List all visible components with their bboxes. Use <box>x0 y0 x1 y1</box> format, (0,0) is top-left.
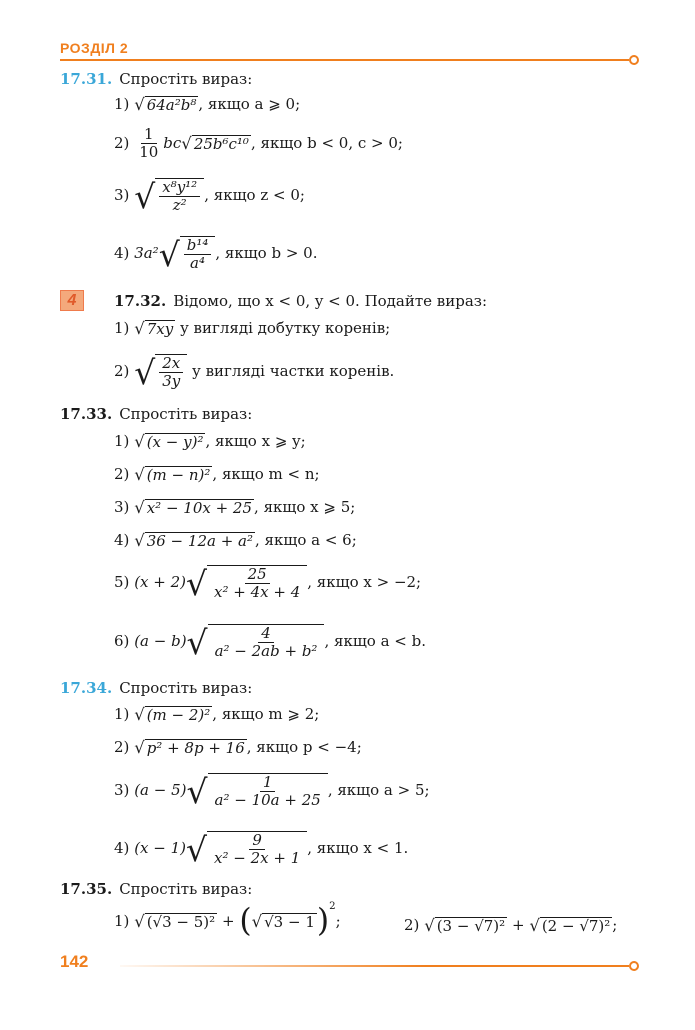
page-number: 142 <box>60 952 89 971</box>
item-number: 2) <box>114 738 130 756</box>
problem-17-34-item-3 <box>114 772 430 811</box>
condition: , якщо z < 0; <box>204 186 305 204</box>
radicand: (√3 − 5)² <box>146 913 216 932</box>
condition: , якщо x ⩾ 5; <box>254 498 356 516</box>
problem-17-31-heading <box>60 72 252 87</box>
problem-number: 17.32. <box>114 292 167 310</box>
right-paren: ) <box>316 903 330 939</box>
problem-number: 17.34. <box>60 679 113 697</box>
problem-17-35-item-2 <box>404 917 617 934</box>
condition: у вигляді добутку коренів; <box>175 319 391 337</box>
radical: √ $\frac{9}{\text{x² − 2x + 1}}$ <box>186 831 307 866</box>
radical: √ x² − 10x + 25 <box>134 497 253 517</box>
denominator: 3y <box>162 372 181 390</box>
numerator: 4 <box>258 626 274 643</box>
radical: √ (m − n)² <box>134 464 211 484</box>
numerator: 25 <box>245 567 270 584</box>
problem-17-34-item-1 <box>114 706 319 723</box>
radical: √ 7xy <box>134 318 174 338</box>
problem-17-33-item-5 <box>114 564 422 603</box>
item-number: 1) <box>114 432 130 450</box>
item-number: 2) <box>404 916 420 934</box>
radical: √ (x − y)² <box>134 431 204 451</box>
condition: , якщо x ⩾ y; <box>205 432 306 450</box>
problem-17-31-item-2 <box>114 127 403 160</box>
problem-17-34-item-2 <box>114 739 362 756</box>
item-number: 2) <box>114 465 130 483</box>
condition: , якщо b < 0, c > 0; <box>250 134 403 152</box>
problem-number: 17.33. <box>60 405 113 423</box>
radicand: (x − y)² <box>146 433 204 451</box>
item-number: 1) <box>114 912 130 931</box>
item-number: 3) <box>114 186 130 204</box>
problem-17-34-item-4 <box>114 830 409 869</box>
problem-17-33-item-3 <box>114 499 355 516</box>
numerator: b¹⁴ <box>184 238 212 255</box>
radicand: √3 − 1 <box>264 913 315 932</box>
header-rule <box>60 59 629 61</box>
terminator: ; <box>335 912 341 931</box>
item-number: 3) <box>114 498 130 516</box>
denominator: a² − 2ab + b² <box>214 642 318 660</box>
problem-17-33-item-2 <box>114 466 320 483</box>
condition: , якщо a < 6; <box>255 531 357 549</box>
condition: , якщо a ⩾ 0; <box>198 95 301 113</box>
radicand: (3 − √7)² <box>436 917 506 935</box>
left-paren: ( <box>239 903 252 939</box>
radical: √ $\frac{\text{x⁸y¹²}}{\text{z²}}$ <box>134 178 204 213</box>
problem-title: Спростіть вираз: <box>119 70 253 88</box>
numerator: 9 <box>249 833 265 850</box>
radical: √ $\frac{25}{\text{x² + 4x + 4}}$ <box>186 565 307 600</box>
item-number: 4) <box>114 839 130 857</box>
radicand: 7xy <box>146 320 174 338</box>
fraction <box>136 127 161 160</box>
denominator: 10 <box>139 143 159 161</box>
factor: (a − 5) <box>134 781 187 799</box>
problem-17-31-item-4 <box>114 235 318 274</box>
radical: √ (√3 − 5)² <box>134 911 216 932</box>
numerator: 1 <box>260 775 276 792</box>
item-number: 2) <box>114 362 130 380</box>
radical: √ $\frac{\text{b¹⁴}}{\text{a⁴}}$ <box>159 236 216 271</box>
radicand: 64a²b⁸ <box>146 96 197 114</box>
numerator: 1 <box>141 127 157 144</box>
item-number: 4) <box>114 244 130 262</box>
problem-17-32-item-2 <box>114 353 395 392</box>
radicand: 25b⁶c¹⁰ <box>193 135 249 153</box>
problem-17-35-item-1 <box>114 901 341 939</box>
radicand: (2 − √7)² <box>541 917 611 935</box>
item-number: 1) <box>114 95 130 113</box>
item-number: 1) <box>114 705 130 723</box>
problem-17-33-item-6 <box>114 623 426 662</box>
factor: bc <box>163 134 182 152</box>
problem-number: 17.31. <box>60 70 113 88</box>
condition: , якщо b > 0. <box>215 244 318 262</box>
condition: , якщо x > −2; <box>307 573 422 591</box>
factor: 3a² <box>134 244 159 262</box>
radical: √ (m − 2)² <box>134 704 211 724</box>
radical: √ 25b⁶c¹⁰ <box>181 133 249 153</box>
factor: (x − 1) <box>134 839 186 857</box>
numerator: 2x <box>159 356 183 373</box>
radical: √ √3 − 1 <box>251 911 315 932</box>
radical: √ $\frac{1}{\text{a² − 10a + 25}}$ <box>186 773 327 808</box>
radical: √ p² + 8p + 16 <box>134 737 245 757</box>
section-label: РОЗДІЛ 2 <box>60 40 129 56</box>
denominator: a² − 10a + 25 <box>214 791 321 809</box>
item-number: 5) <box>114 573 130 591</box>
condition: , якщо p < −4; <box>246 738 362 756</box>
condition: , якщо x < 1. <box>307 839 409 857</box>
radicand: (m − n)² <box>146 466 211 484</box>
item-number: 3) <box>114 781 130 799</box>
problem-17-35-heading <box>60 882 252 897</box>
radical: √ 64a²b⁸ <box>134 94 197 114</box>
problem-title: Відомо, що x < 0, y < 0. Подайте вираз: <box>173 292 488 310</box>
header-rule-end <box>629 55 639 65</box>
item-number: 2) <box>114 134 130 152</box>
radical: √ (2 − √7)² <box>529 915 611 935</box>
condition: у вигляді частки коренів. <box>187 362 395 380</box>
radical: √ $\frac{4}{\text{a² − 2ab + b²}}$ <box>187 624 325 659</box>
radicand: 36 − 12a + a² <box>146 532 253 550</box>
condition: , якщо a < b. <box>324 632 426 650</box>
problem-17-33-item-4 <box>114 532 357 549</box>
plus-sign: + <box>221 912 235 931</box>
radicand: (m − 2)² <box>146 706 211 724</box>
problem-title: Спростіть вираз: <box>119 679 253 697</box>
condition: , якщо m < n; <box>212 465 320 483</box>
problem-17-31-item-3 <box>114 177 305 216</box>
terminator: ; <box>612 916 618 934</box>
factor: (x + 2) <box>134 573 186 591</box>
radical: √ (3 − √7)² <box>424 915 506 935</box>
exponent: 2 <box>329 901 336 912</box>
item-number: 4) <box>114 531 130 549</box>
problem-17-34-heading <box>60 681 252 696</box>
footer-rule-end <box>629 961 639 971</box>
plus-sign: + <box>511 916 525 934</box>
radicand: p² + 8p + 16 <box>146 739 245 757</box>
denominator: x² − 2x + 1 <box>214 849 301 867</box>
radicand: x² − 10x + 25 <box>146 499 253 517</box>
denominator: z² <box>172 196 187 214</box>
problem-title: Спростіть вираз: <box>119 405 253 423</box>
radical: √ $\frac{2x}{3y}$ <box>134 354 187 389</box>
item-number: 6) <box>114 632 130 650</box>
footer-rule <box>120 965 629 967</box>
problem-17-33-item-1 <box>114 433 306 450</box>
condition: , якщо m ⩾ 2; <box>212 705 320 723</box>
numerator: x⁸y¹² <box>159 180 200 197</box>
problem-17-31-item-1 <box>114 96 300 113</box>
denominator: a⁴ <box>190 254 206 272</box>
problem-number: 17.35. <box>60 880 113 898</box>
radical: √ 36 − 12a + a² <box>134 530 253 550</box>
denominator: x² + 4x + 4 <box>214 583 301 601</box>
problem-17-32-item-1 <box>114 320 390 337</box>
problem-17-33-heading <box>60 407 252 422</box>
condition: , якщо a > 5; <box>327 781 430 799</box>
factor: (a − b) <box>134 632 187 650</box>
problem-title: Спростіть вираз: <box>119 880 253 898</box>
problem-17-32-heading <box>114 294 487 309</box>
difficulty-level-badge: 4 <box>60 290 84 311</box>
item-number: 1) <box>114 319 130 337</box>
